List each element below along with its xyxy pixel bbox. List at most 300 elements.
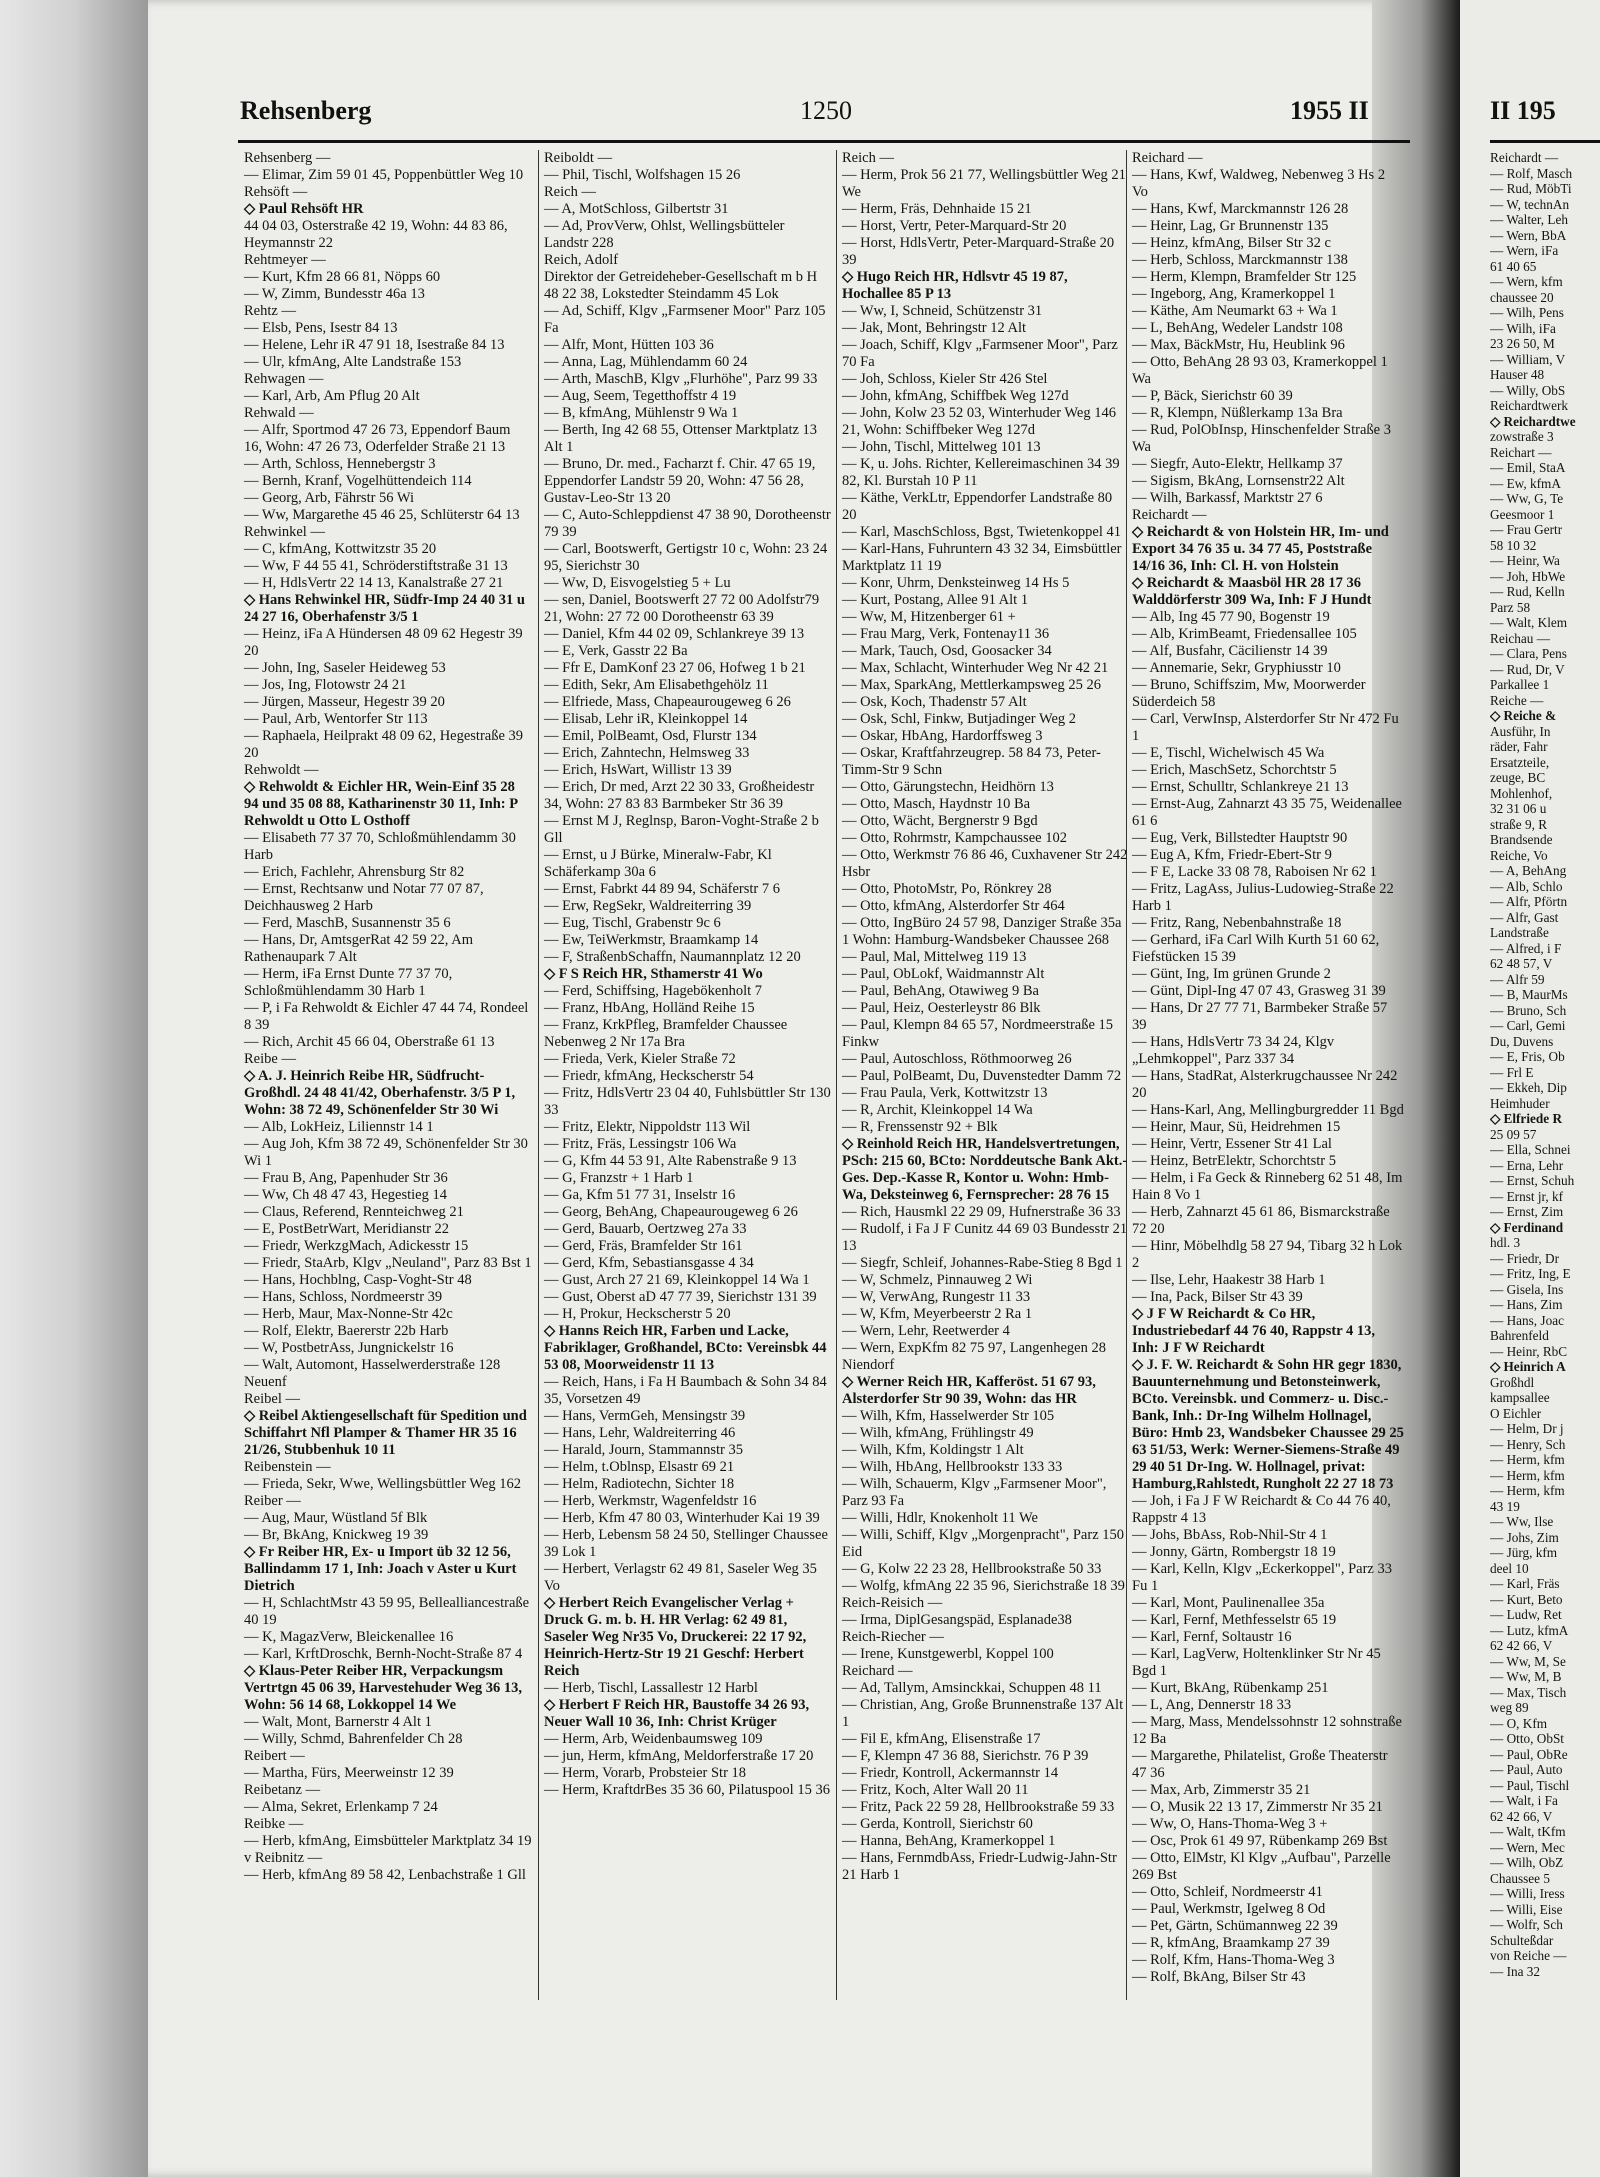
directory-entry: ◇ Rehwoldt & Eichler HR, Wein-Einf 35 28 94 und 35 08 88, Katharinenstr 30 11, Inh: P Rehwoldt u Otto L Osthoff — [244, 779, 518, 829]
directory-entry: — Paul, Autoschloss, Röthmoorweg 26 — [842, 1051, 1072, 1067]
directory-entry: — B, kfmAng, Mühlenstr 9 Wa 1 — [544, 405, 739, 421]
directory-entry: Ersatzteile, — [1490, 754, 1550, 770]
directory-entry: — Otto, Wächt, Bergnerstr 9 Bgd — [842, 813, 1038, 829]
directory-entry: ◇ Klaus-Peter Reiber HR, Verpackungsm Vertrtgn 45 06 39, Harvestehuder Weg 36 13, Wohn: 56 14 68, Lokkoppel 14 We — [244, 1663, 523, 1713]
directory-entry: — Erich, HsWart, Willistr 13 39 — [544, 762, 732, 778]
directory-entry: — Helm, Radiotechn, Sichter 18 — [544, 1476, 735, 1492]
directory-entry: ◇ Reinhold Reich HR, Handelsvertretungen, PSch: 215 60, BCto: Norddeutsche Bank Akt.-Ges. Dep.-Kasse R, Kontor u. Wohn: Hmb-Wa, Deksteinweg 6, Fernsprecher: 28 76 15 — [842, 1136, 1128, 1203]
directory-entry: — Ad, ProvVerw, Ohlst, Wellingsbütteler Landstr 228 — [544, 218, 785, 251]
directory-entry: — Günt, Ing, Im grünen Grunde 2 — [1132, 966, 1331, 982]
directory-entry: — Alfr, Pförtn — [1490, 894, 1568, 909]
directory-entry: — Joach, Schiff, Klgv „Farmsener Moor", Parz 70 Fa — [842, 337, 1118, 370]
surname-heading: Reibert — — [244, 1748, 305, 1764]
directory-entry: 43 19 — [1490, 1498, 1520, 1514]
directory-entry: — Max, SparkAng, Mettlerkampsweg 25 26 — [842, 677, 1101, 693]
directory-entry: Mohlenhof, — [1490, 785, 1553, 801]
directory-entry: — Hans, HdlsVertr 73 34 24, Klgv „Lehmkoppel", Parz 337 34 — [1132, 1034, 1335, 1067]
directory-entry: — Ernst jr, kf — [1490, 1188, 1564, 1204]
directory-entry: — A, BehAng — [1490, 863, 1567, 878]
directory-entry: ◇ Herbert F Reich HR, Baustoffe 34 26 93, Neuer Wall 10 36, Inh: Christ Krüger — [544, 1697, 810, 1730]
directory-entry: — Otto, ObSt — [1490, 1731, 1564, 1746]
directory-entry: — Otto, Werkmstr 76 86 46, Cuxhavener Str 242 Hsbr — [842, 847, 1128, 880]
directory-entry: — Siegfr, Schleif, Johannes-Rabe-Stieg 8 Bgd 1 — [842, 1255, 1123, 1271]
directory-entry: — Erw, RegSekr, Waldreiterring 39 — [544, 898, 752, 914]
directory-entry: — Karl, Kelln, Klgv „Eckerkoppel", Parz 33 Fu 1 — [1132, 1561, 1392, 1594]
directory-entry: — Gust, Arch 27 21 69, Kleinkoppel 14 Wa 1 — [544, 1272, 810, 1288]
directory-entry: — E, Tischl, Wichelwisch 45 Wa — [1132, 745, 1325, 761]
directory-entry: — Herb, kfmAng 89 58 42, Lenbachstraße 1 Gll — [244, 1867, 526, 1883]
directory-entry: 62 42 66, V — [1490, 1638, 1553, 1653]
directory-entry: — F E, Lacke 33 08 78, Raboisen Nr 62 1 — [1132, 864, 1377, 880]
directory-entry: — Oskar, Kraftfahrzeugrep. 58 84 73, Peter-Timm-Str 9 Schn — [842, 745, 1101, 778]
directory-entry: 25 09 57 — [1490, 1126, 1537, 1142]
surname-heading: Reichau — — [1490, 630, 1550, 646]
directory-entry: — Bernh, Kranf, Vogelhüttendeich 114 — [244, 473, 472, 489]
directory-entry: hdl. 3 — [1490, 1235, 1521, 1250]
directory-entry: — Rolf, Elektr, Baererstr 22b Harb — [244, 1323, 449, 1339]
directory-entry: — Wern, BbA — [1490, 227, 1567, 243]
directory-entry: — W, Kfm, Meyerbeerstr 2 Ra 1 — [842, 1306, 1033, 1322]
directory-entry: kampsallee — [1490, 1390, 1550, 1405]
directory-entry: — Jos, Ing, Flotowstr 24 21 — [244, 677, 407, 693]
directory-entry: — Jonny, Gärtn, Rombergstr 18 19 — [1132, 1544, 1336, 1560]
directory-entry: — R, Klempn, Nüßlerkamp 13a Bra — [1132, 405, 1343, 421]
directory-entry: — Hans, Lehr, Waldreiterring 46 — [544, 1425, 736, 1441]
directory-entry: — W, Zimm, Bundesstr 46a 13 — [244, 286, 425, 302]
directory-entry: — Rud, PolObInsp, Hinschenfelder Straße 3 Wa — [1132, 422, 1391, 455]
directory-entry: — Max, Arb, Zimmerstr 35 21 — [1132, 1782, 1311, 1798]
directory-entry: — Rich, Archit 45 66 04, Oberstraße 61 13 — [244, 1034, 495, 1050]
directory-entry: — Karl, MaschSchloss, Bgst, Twietenkoppel 41 — [842, 524, 1122, 540]
directory-entry: ◇ Herbert Reich Evangelischer Verlag + Druck G. m. b. H. HR Verlag: 62 49 81, Saseler Weg Nr35 Vo, Druckerei: 22 17 92, Heinrich-Hertz-Str 19 21 Geschf: Herbert Reich — [544, 1595, 807, 1679]
directory-entry: — Friedr, Kontroll, Ackermannstr 14 — [842, 1765, 1059, 1781]
directory-entry: — Franz, KrkPfleg, Bramfelder Chaussee Nebenweg 2 Nr 17a Bra — [544, 1017, 788, 1050]
directory-entry: — Käthe, VerkLtr, Eppendorfer Landstraße 80 20 — [842, 490, 1113, 523]
directory-entry: ◇ Heinrich A — [1490, 1359, 1566, 1374]
surname-heading: Rehwoldt — — [244, 762, 319, 778]
surname-heading: Reich-Reisich — — [842, 1595, 943, 1611]
directory-entry: — Herm, kfm — [1490, 1467, 1565, 1483]
directory-entry: — Gust, Oberst aD 47 77 39, Sierichstr 131 39 — [544, 1289, 817, 1305]
directory-entry: — Ww, M, B — [1490, 1669, 1562, 1684]
directory-entry: — Berth, Ing 42 68 55, Ottenser Marktplatz 13 Alt 1 — [544, 422, 818, 455]
directory-entry: ◇ Elfriede R — [1490, 1111, 1563, 1126]
directory-entry: Schulteßdar — [1490, 1932, 1554, 1948]
directory-entry: — William, V — [1490, 351, 1566, 367]
directory-entry: — Wilh, Pens — [1490, 305, 1564, 320]
surname-heading: Rehtz — — [244, 303, 296, 319]
directory-entry: — Wilh, Kfm, Hasselwerder Str 105 — [842, 1408, 1055, 1424]
directory-entry: ◇ Reiche & — [1490, 708, 1557, 723]
directory-entry: — Osk, Schl, Finkw, Butjadinger Weg 2 — [842, 711, 1077, 727]
directory-entry: — Gerhard, iFa Carl Wilh Kurth 51 60 62, Fiefstücken 15 39 — [1132, 932, 1380, 965]
directory-entry: — Hans, Dr, AmtsgerRat 42 59 22, Am Rathenaupark 7 Alt — [244, 932, 473, 965]
directory-entry: — Alfred, i F — [1490, 940, 1562, 956]
directory-entry: — Erich, Fachlehr, Ahrensburg Str 82 — [244, 864, 465, 880]
directory-entry: 44 04 03, Osterstraße 42 19, Wohn: 44 83 86, Heymannstr 22 — [244, 218, 508, 251]
directory-column-4 — [1132, 150, 1404, 2000]
directory-entry: — Horst, Vertr, Peter-Marquard-Str 20 — [842, 218, 1067, 234]
directory-entry: — Erich, MaschSetz, Schorchtstr 5 — [1132, 762, 1337, 778]
surname-heading: Reichard — — [842, 1663, 913, 1679]
directory-entry: — Frieda, Sekr, Wwe, Wellingsbüttler Weg 162 — [244, 1476, 521, 1492]
directory-entry: — Ww, Margarethe 45 46 25, Schlüterstr 64 13 — [244, 507, 520, 523]
directory-entry: — Ffr E, DamKonf 23 27 06, Hofweg 1 b 21 — [544, 660, 806, 676]
directory-entry: — Ew, TeiWerkmstr, Braamkamp 14 — [544, 932, 759, 948]
directory-entry: — Frau Gertr — [1490, 522, 1563, 537]
directory-entry: — Otto, IngBüro 24 57 98, Danziger Straße 35a 1 Wohn: Hamburg-Wandsbeker Chaussee 268 — [842, 915, 1122, 948]
directory-entry: — Aug Joh, Kfm 38 72 49, Schönenfelder Str 30 Wi 1 — [244, 1136, 528, 1169]
directory-entry: — Helm, t.Oblnsp, Elsastr 69 21 — [544, 1459, 735, 1475]
directory-entry: — Alfr 59 — [1490, 971, 1545, 987]
directory-entry: — Ernst, Schuh — [1490, 1173, 1575, 1188]
directory-entry: — Erich, Dr med, Arzt 22 30 33, Großheidestr 34, Wohn: 27 83 83 Barmbeker Str 36 39 — [544, 779, 815, 812]
directory-entry: ◇ Fr Reiber HR, Ex- u Import üb 32 12 56, Ballindamm 17 1, Inh: Joach v Aster u Kurt Dietrich — [244, 1544, 517, 1594]
directory-entry: — Ad, Schiff, Klgv „Farmsener Moor" Parz 105 Fa — [544, 303, 826, 336]
directory-entry: — Wilh, HbAng, Hellbrookstr 133 33 — [842, 1459, 1063, 1475]
directory-entry: — Mark, Tauch, Osd, Goosacker 34 — [842, 643, 1052, 659]
directory-entry: — Herb, Schloss, Marckmannstr 138 — [1132, 252, 1348, 268]
surname-heading: Reibe — — [244, 1051, 296, 1067]
directory-entry: — Alfr, Mont, Hütten 103 36 — [544, 337, 714, 353]
directory-entry: — Heinr, RbC — [1490, 1343, 1568, 1359]
directory-entry: — Claus, Referend, Rennteichweg 21 — [244, 1204, 464, 1220]
directory-entry: ◇ J F W Reichardt & Co HR, Industriebedarf 44 76 40, Rappstr 4 13, Inh: J F W Reichardt — [1132, 1306, 1376, 1356]
directory-entry: deel 10 — [1490, 1560, 1529, 1576]
directory-column-3 — [842, 150, 1130, 2000]
directory-entry: zeuge, BC — [1490, 770, 1546, 785]
directory-entry: 61 40 65 — [1490, 258, 1537, 274]
directory-entry: — Emil, PolBeamt, Osd, Flurstr 134 — [544, 728, 757, 744]
directory-entry: — Ww, Ilse — [1490, 1514, 1554, 1529]
directory-entry: — Konr, Uhrm, Denksteinweg 14 Hs 5 — [842, 575, 1070, 591]
directory-entry: — Ww, F 44 55 41, Schröderstiftstraße 31 13 — [244, 558, 508, 574]
directory-entry: — Friedr, kfmAng, Heckscherstr 54 — [544, 1068, 754, 1084]
directory-entry: — A, MotSchloss, Gilbertstr 31 — [544, 201, 729, 217]
directory-entry: — Heinr, Vertr, Essener Str 41 Lal — [1132, 1136, 1332, 1152]
directory-entry: — Clara, Pens — [1490, 646, 1567, 661]
directory-entry: Parz 58 — [1490, 599, 1531, 615]
directory-entry: — Alfr, Sportmod 47 26 73, Eppendorf Baum 16, Wohn: 47 26 73, Oderfelder Straße 21 13 — [244, 422, 511, 455]
directory-entry: — Karl, KrftDroschk, Bernh-Nocht-Straße 87 4 — [244, 1646, 523, 1662]
directory-entry: — Harald, Journ, Stammannstr 35 — [544, 1442, 743, 1458]
directory-entry: weg 89 — [1490, 1700, 1529, 1715]
directory-entry: — Paul, ObRe — [1490, 1746, 1568, 1762]
directory-entry: — Max, Tisch — [1490, 1684, 1567, 1700]
directory-entry: — Herm, Vorarb, Probsteier Str 18 — [544, 1765, 747, 1781]
surname-heading: Reich — — [842, 150, 894, 166]
directory-entry: — Hans, Zim — [1490, 1297, 1563, 1312]
directory-entry: ◇ Hanns Reich HR, Farben und Lacke, Fabriklager, Großhandel, BCto: Vereinsbk 44 53 08, Moorweidenstr 11 13 — [544, 1323, 827, 1373]
surname-heading: Reiboldt — — [544, 150, 613, 166]
directory-entry: — Rud, MöbTi — [1490, 181, 1572, 196]
directory-entry: — Ga, Kfm 51 77 31, Inselstr 16 — [544, 1187, 736, 1203]
directory-entry: — Aug, Seem, Tegetthoffstr 4 19 — [544, 388, 737, 404]
directory-entry: — Frau Marg, Verk, Fontenay11 36 — [842, 626, 1050, 642]
directory-entry: — John, Tischl, Mittelweg 101 13 — [842, 439, 1041, 455]
directory-entry: — Kurt, Postang, Allee 91 Alt 1 — [842, 592, 1029, 608]
surname-heading: Reich-Riecher — — [842, 1629, 944, 1645]
directory-entry: — Joh, HbWe — [1490, 568, 1566, 584]
directory-entry: — Gisela, Ins — [1490, 1281, 1564, 1297]
directory-entry: — Pet, Gärtn, Schümannweg 22 39 — [1132, 1918, 1338, 1934]
surname-heading: von Reiche — — [1490, 1948, 1567, 1963]
directory-entry: — C, kfmAng, Kottwitzstr 35 20 — [244, 541, 437, 557]
directory-entry: — John, kfmAng, Schiffbek Weg 127d — [842, 388, 1069, 404]
directory-entry: — Wilh, ObZ — [1490, 1855, 1564, 1870]
directory-entry: — Carl, VerwInsp, Alsterdorfer Str Nr 472 Fu 1 — [1132, 711, 1399, 744]
directory-entry: — F, Klempn 47 36 88, Sierichstr. 76 P 39 — [842, 1748, 1089, 1764]
header-rule — [238, 140, 1410, 143]
directory-entry: — Frieda, Verk, Kieler Straße 72 — [544, 1051, 736, 1067]
directory-entry: — Hans, Hochblng, Casp-Voght-Str 48 — [244, 1272, 472, 1288]
directory-column-1 — [244, 150, 532, 2000]
directory-entry: — Franz, HbAng, Holländ Reihe 15 — [544, 1000, 755, 1016]
directory-entry: — Phil, Tischl, Wolfshagen 15 26 — [544, 167, 741, 183]
directory-entry: — Willi, Schiff, Klgv „Morgenpracht", Parz 150 Eid — [842, 1527, 1124, 1560]
directory-entry: räder, Fahr — [1490, 739, 1548, 754]
surname-heading: Reibke — — [244, 1816, 304, 1832]
directory-entry: — Hinr, Möbelhdlg 58 27 94, Tibarg 32 h Lok 2 — [1132, 1238, 1403, 1271]
directory-entry: — Wern, Mec — [1490, 1839, 1565, 1855]
directory-entry: — Martha, Fürs, Meerweinstr 12 39 — [244, 1765, 454, 1781]
surname-heading: Rehtmeyer — — [244, 252, 326, 268]
directory-entry: — Arth, Schloss, Hennebergstr 3 — [244, 456, 436, 472]
directory-entry: — Frau Paula, Verk, Kottwitzstr 13 — [842, 1085, 1048, 1101]
directory-entry: — O, Kfm — [1490, 1715, 1548, 1731]
directory-entry: — Ww, M, Hitzenberger 61 + — [842, 609, 1016, 625]
directory-entry: — Käthe, Am Neumarkt 63 + Wa 1 — [1132, 303, 1338, 319]
directory-entry: — W, Schmelz, Pinnauweg 2 Wi — [842, 1272, 1033, 1288]
directory-entry: — H, SchlachtMstr 43 59 95, Bellealliancestraße 40 19 — [244, 1595, 530, 1628]
directory-entry: — Paul, ObLokf, Waidmannstr Alt — [842, 966, 1045, 982]
directory-entry: — Alfr, Gast — [1490, 909, 1559, 925]
directory-entry: — Aug, Maur, Wüstland 5f Blk — [244, 1510, 428, 1526]
directory-entry: — Karl, Fräs — [1490, 1576, 1560, 1591]
surname-heading: Rehsöft — — [244, 184, 308, 200]
directory-entry: — Ew, kfmA — [1490, 475, 1561, 491]
directory-entry: — jun, Herm, kfmAng, Meldorferstraße 17 20 — [544, 1748, 814, 1764]
directory-entry: Direktor der Getreideheber-Gesellschaft m b H 48 22 38, Lokstedter Steindamm 45 Lok — [544, 269, 818, 302]
directory-entry: — Walt, i Fa — [1490, 1793, 1558, 1808]
adjacent-page-head: II 195 — [1490, 96, 1556, 125]
directory-entry: — Ernst-Aug, Zahnarzt 43 35 75, Weidenallee 61 6 — [1132, 796, 1402, 829]
directory-entry: — Fritz, Rang, Nebenbahnstraße 18 — [1132, 915, 1342, 931]
directory-entry: — Ernst, Zim — [1490, 1204, 1564, 1219]
adjacent-header-rule — [1490, 140, 1600, 143]
directory-entry: — Walt, Automont, Hasselwerderstraße 128 Neuenf — [244, 1357, 501, 1390]
directory-entry: — Kurt, Kfm 28 66 81, Nöpps 60 — [244, 269, 441, 285]
directory-entry: — Karl, LagVerw, Holtenklinker Str Nr 45 Bgd 1 — [1132, 1646, 1381, 1679]
directory-entry: — Joh, i Fa J F W Reichardt & Co 44 76 40, Rappstr 4 13 — [1132, 1493, 1391, 1526]
directory-entry: Heimhuder — [1490, 1095, 1550, 1111]
directory-entry: — H, HdlsVertr 22 14 13, Kanalstraße 27 21 — [244, 575, 504, 591]
directory-entry: — W, PostbetrAss, Jungnickelstr 16 — [244, 1340, 454, 1356]
directory-entry: — Herb, Kfm 47 80 03, Winterhuder Kai 19 39 — [544, 1510, 820, 1526]
directory-entry: — Johs, Zim — [1490, 1529, 1559, 1545]
directory-entry: — Friedr, WerkzgMach, Adickesstr 15 — [244, 1238, 469, 1254]
directory-entry: — Otto, ElMstr, Kl Klgv „Aufbau", Parzelle 269 Bst — [1132, 1850, 1391, 1883]
directory-entry: — Ferd, MaschB, Susannenstr 35 6 — [244, 915, 451, 931]
directory-entry: — Ernst, Rechtsanw und Notar 77 07 87, Deichhausweg 2 Harb — [244, 881, 484, 914]
directory-entry: Chaussee 5 — [1490, 1870, 1550, 1886]
directory-entry: — Erich, Zahntechn, Helmsweg 33 — [544, 745, 750, 761]
directory-entry: — Wern, iFa — [1490, 243, 1559, 258]
directory-entry: — Walt, Mont, Barnerstr 4 Alt 1 — [244, 1714, 432, 1730]
directory-entry: — Eug, Verk, Billstedter Hauptstr 90 — [1132, 830, 1348, 846]
directory-entry: — Wilh, Kfm, Koldingstr 1 Alt — [842, 1442, 1024, 1458]
directory-entry: — K, MagazVerw, Bleickenallee 16 — [244, 1629, 454, 1645]
directory-entry: — Wern, Lehr, Reetwerder 4 — [842, 1323, 1010, 1339]
page-number: 1250 — [800, 96, 852, 125]
directory-entry: — Walt, tKfm — [1490, 1824, 1566, 1839]
directory-entry: — Willy, ObS — [1490, 382, 1566, 398]
directory-entry: — Karl, Arb, Am Pflug 20 Alt — [244, 388, 420, 404]
directory-entry: Großhdl — [1490, 1374, 1535, 1390]
directory-entry: Brandsende — [1490, 832, 1553, 847]
directory-entry: — Rich, Hausmkl 22 29 09, Hufnerstraße 36 33 — [842, 1204, 1121, 1220]
directory-entry: Geesmoor 1 — [1490, 506, 1555, 522]
directory-entry: — Irene, Kunstgewerbl, Koppel 100 — [842, 1646, 1054, 1662]
directory-entry: — Gerd, Fräs, Bramfelder Str 161 — [544, 1238, 743, 1254]
directory-entry: — Paul, Arb, Wentorfer Str 113 — [244, 711, 428, 727]
directory-entry: — Margarethe, Philatelist, Große Theaterstr 47 36 — [1132, 1748, 1388, 1781]
directory-entry: — Herm, Klempn, Bramfelder Str 125 — [1132, 269, 1357, 285]
directory-entry: — E, Verk, Gasstr 22 Ba — [544, 643, 688, 659]
directory-entry: — Walter, Leh — [1490, 212, 1568, 227]
directory-entry: — Otto, Masch, Haydnstr 10 Ba — [842, 796, 1031, 812]
directory-entry: — Heinr, Lag, Gr Brunnenstr 135 — [1132, 218, 1329, 234]
directory-entry: — Rudolf, i Fa J F Cunitz 44 69 03 Bundesstr 21 13 — [842, 1221, 1128, 1254]
directory-entry: — Hans, Dr 27 77 71, Barmbeker Straße 57 39 — [1132, 1000, 1388, 1033]
directory-entry: — Anna, Lag, Mühlendamm 60 24 — [544, 354, 748, 370]
directory-entry: — Wilh, kfmAng, Frühlingstr 49 — [842, 1425, 1034, 1441]
directory-entry: — Herm, Fräs, Dehnhaide 15 21 — [842, 201, 1032, 217]
directory-entry: Du, Duvens — [1490, 1033, 1554, 1049]
directory-entry: — G, Franzstr + 1 Harb 1 — [544, 1170, 694, 1186]
directory-entry: — Fritz, Koch, Alter Wall 20 11 — [842, 1782, 1029, 1798]
directory-entry: — Friedr, StaArb, Klgv „Neuland", Parz 83 Bst 1 — [244, 1255, 532, 1271]
directory-entry: — Ww, Ch 48 47 43, Hegestieg 14 — [244, 1187, 447, 1203]
surname-heading: Reibetanz — — [244, 1782, 321, 1798]
directory-entry: — Carl, Gemi — [1490, 1018, 1566, 1033]
directory-entry: — Oskar, HbAng, Hardorffsweg 3 — [842, 728, 1043, 744]
directory-entry: — Wolfr, Sch — [1490, 1917, 1563, 1932]
directory-entry: — Heinr, Wa — [1490, 553, 1560, 568]
directory-entry: — Heinz, kfmAng, Bilser Str 32 c — [1132, 235, 1331, 251]
surname-heading: Rehsenberg — — [244, 150, 331, 166]
directory-entry: chaussee 20 — [1490, 289, 1554, 305]
directory-entry: 62 42 66, V — [1490, 1808, 1553, 1824]
directory-entry: — Alf, Busfahr, Cäcilienstr 14 39 — [1132, 643, 1328, 659]
directory-entry: — Erna, Lehr — [1490, 1157, 1564, 1173]
directory-entry: — Hans, Kwf, Waldweg, Nebenweg 3 Hs 2 Vo — [1132, 167, 1386, 200]
directory-column-2 — [544, 150, 832, 2000]
directory-entry: — Herm, Arb, Weidenbaumsweg 109 — [544, 1731, 763, 1747]
directory-entry: — Ferd, Schiffsing, Hagebökenholt 7 — [544, 983, 763, 999]
directory-entry: — Frau B, Ang, Papenhuder Str 36 — [244, 1170, 448, 1186]
adjacent-page-column — [1490, 150, 1600, 2000]
directory-entry: — Osc, Prok 61 49 97, Rübenkamp 269 Bst — [1132, 1833, 1388, 1849]
directory-entry: — Wilh, Barkassf, Marktstr 27 6 — [1132, 490, 1323, 506]
directory-entry: — G, Kolw 22 23 28, Hellbrookstraße 50 33 — [842, 1561, 1102, 1577]
directory-entry: — Alma, Sekret, Erlenkamp 7 24 — [244, 1799, 438, 1815]
directory-entry: — Heinr, Maur, Sü, Heidrehmen 15 — [1132, 1119, 1341, 1135]
directory-entry: Reich, Adolf — [544, 252, 619, 268]
directory-entry: — Otto, Schleif, Nordmeerstr 41 — [1132, 1884, 1323, 1900]
directory-entry: 32 31 06 u — [1490, 801, 1547, 816]
directory-entry: — Ekkeh, Dip — [1490, 1080, 1567, 1095]
directory-entry: — Edith, Sekr, Am Elisabethgehölz 11 — [544, 677, 769, 693]
directory-entry: — Herb, Tischl, Lassallestr 12 Harbl — [544, 1680, 758, 1696]
directory-entry: — R, Archit, Kleinkoppel 14 Wa — [842, 1102, 1033, 1118]
directory-entry: — Fritz, Elektr, Nippoldstr 113 Wil — [544, 1119, 751, 1135]
directory-entry: — Ludw, Ret — [1490, 1607, 1562, 1622]
directory-entry: — Gerd, Kfm, Sebastiansgasse 4 34 — [544, 1255, 754, 1271]
directory-entry: ◇ F S Reich HR, Sthamerstr 41 Wo — [544, 966, 763, 982]
directory-entry: — Lutz, kfmA — [1490, 1622, 1569, 1638]
directory-entry: — Hans, Joac — [1490, 1312, 1564, 1328]
directory-entry: — Bruno, Schiffszim, Mw, Moorwerder Süderdeich 58 — [1132, 677, 1366, 710]
directory-entry: — P, i Fa Rehwoldt & Eichler 47 44 74, Rondeel 8 39 — [244, 1000, 529, 1033]
directory-entry: — Helm, i Fa Geck & Rinneberg 62 51 48, Im Hain 8 Vo 1 — [1132, 1170, 1403, 1203]
directory-entry: — Herb, Lebensm 58 24 50, Stellinger Chaussee 39 Lok 1 — [544, 1527, 828, 1560]
directory-entry: — Walt, Klem — [1490, 615, 1568, 630]
directory-entry: — Annemarie, Sekr, Gryphiusstr 10 — [1132, 660, 1341, 676]
directory-entry: — Otto, PhotoMstr, Po, Rönkrey 28 — [842, 881, 1052, 897]
directory-entry: — Wern, kfm — [1490, 274, 1563, 289]
directory-entry: — Willi, Hdlr, Knokenholt 11 We — [842, 1510, 1038, 1526]
directory-entry: — Hans, FernmdbAss, Friedr-Ludwig-Jahn-Str 21 Harb 1 — [842, 1850, 1117, 1883]
directory-entry: — Günt, Dipl-Ing 47 07 43, Grasweg 31 39 — [1132, 983, 1386, 999]
directory-entry: — Wolfg, kfmAng 22 35 96, Sierichstraße 18 39 — [842, 1578, 1125, 1594]
directory-entry: — W, technAn — [1490, 196, 1570, 212]
directory-entry: — Heinz, BetrElektr, Schorchtstr 5 — [1132, 1153, 1336, 1169]
directory-entry: — Rolf, Masch — [1490, 165, 1573, 181]
directory-entry: ◇ Paul Rehsöft HR — [244, 201, 364, 217]
directory-entry: — E, Fris, Ob — [1490, 1049, 1565, 1064]
directory-entry: — Heinz, iFa A Hündersen 48 09 62 Hegestr 39 20 — [244, 626, 523, 659]
directory-entry: Ausführ, In — [1490, 723, 1551, 739]
directory-entry: — Ww, M, Se — [1490, 1653, 1566, 1669]
directory-entry: — Elsb, Pens, Isestr 84 13 — [244, 320, 398, 336]
directory-entry: — Paul, Klempn 84 65 57, Nordmeerstraße 15 Finkw — [842, 1017, 1114, 1050]
directory-entry: ◇ Hugo Reich HR, Hdlsvtr 45 19 87, Hochallee 85 P 13 — [842, 269, 1068, 302]
directory-entry: — Otto, BehAng 28 93 03, Kramerkoppel 1 Wa — [1132, 354, 1388, 387]
directory-entry: — Eug, Tischl, Grabenstr 9c 6 — [544, 915, 721, 931]
directory-entry: — Carl, Bootswerft, Gertigstr 10 c, Wohn: 23 24 95, Sierichstr 30 — [544, 541, 828, 574]
directory-entry: — Herm, iFa Ernst Dunte 77 37 70, Schloßmühlendamm 30 Harb 1 — [244, 966, 453, 999]
directory-entry: — Jürg, kfm — [1490, 1545, 1558, 1560]
directory-entry: straße 9, R — [1490, 816, 1548, 832]
directory-entry: — Daniel, Kfm 44 02 09, Schlankreye 39 13 — [544, 626, 805, 642]
directory-entry: — Otto, Gärungstechn, Heidhörn 13 — [842, 779, 1054, 795]
directory-entry: — Herb, kfmAng, Eimsbütteler Marktplatz 34 19 — [244, 1833, 532, 1849]
directory-entry: — Otto, kfmAng, Alsterdorfer Str 464 — [842, 898, 1065, 914]
directory-entry: — Paul, Tischl — [1490, 1777, 1570, 1793]
directory-entry: — Fritz, Pack 22 59 28, Hellbrookstraße 59 33 — [842, 1799, 1115, 1815]
directory-entry: — Joh, Schloss, Kieler Str 426 Stel — [842, 371, 1048, 387]
page-year-volume: 1955 II — [1290, 96, 1369, 125]
directory-entry: — Arth, MaschB, Klgv „Flurhöhe", Parz 99 33 — [544, 371, 818, 387]
directory-entry: — Elisabeth 77 37 70, Schloßmühlendamm 30 Harb — [244, 830, 516, 863]
scan-left-edge — [0, 0, 148, 2177]
surname-heading: Reichard — — [1132, 150, 1203, 166]
directory-entry: — Hans, VermGeh, Mensingstr 39 — [544, 1408, 746, 1424]
directory-entry: — Karl, Mont, Paulinenallee 35a — [1132, 1595, 1325, 1611]
directory-entry: — G, Kfm 44 53 91, Alte Rabenstraße 9 13 — [544, 1153, 797, 1169]
directory-entry: Bahrenfeld — [1490, 1328, 1549, 1343]
